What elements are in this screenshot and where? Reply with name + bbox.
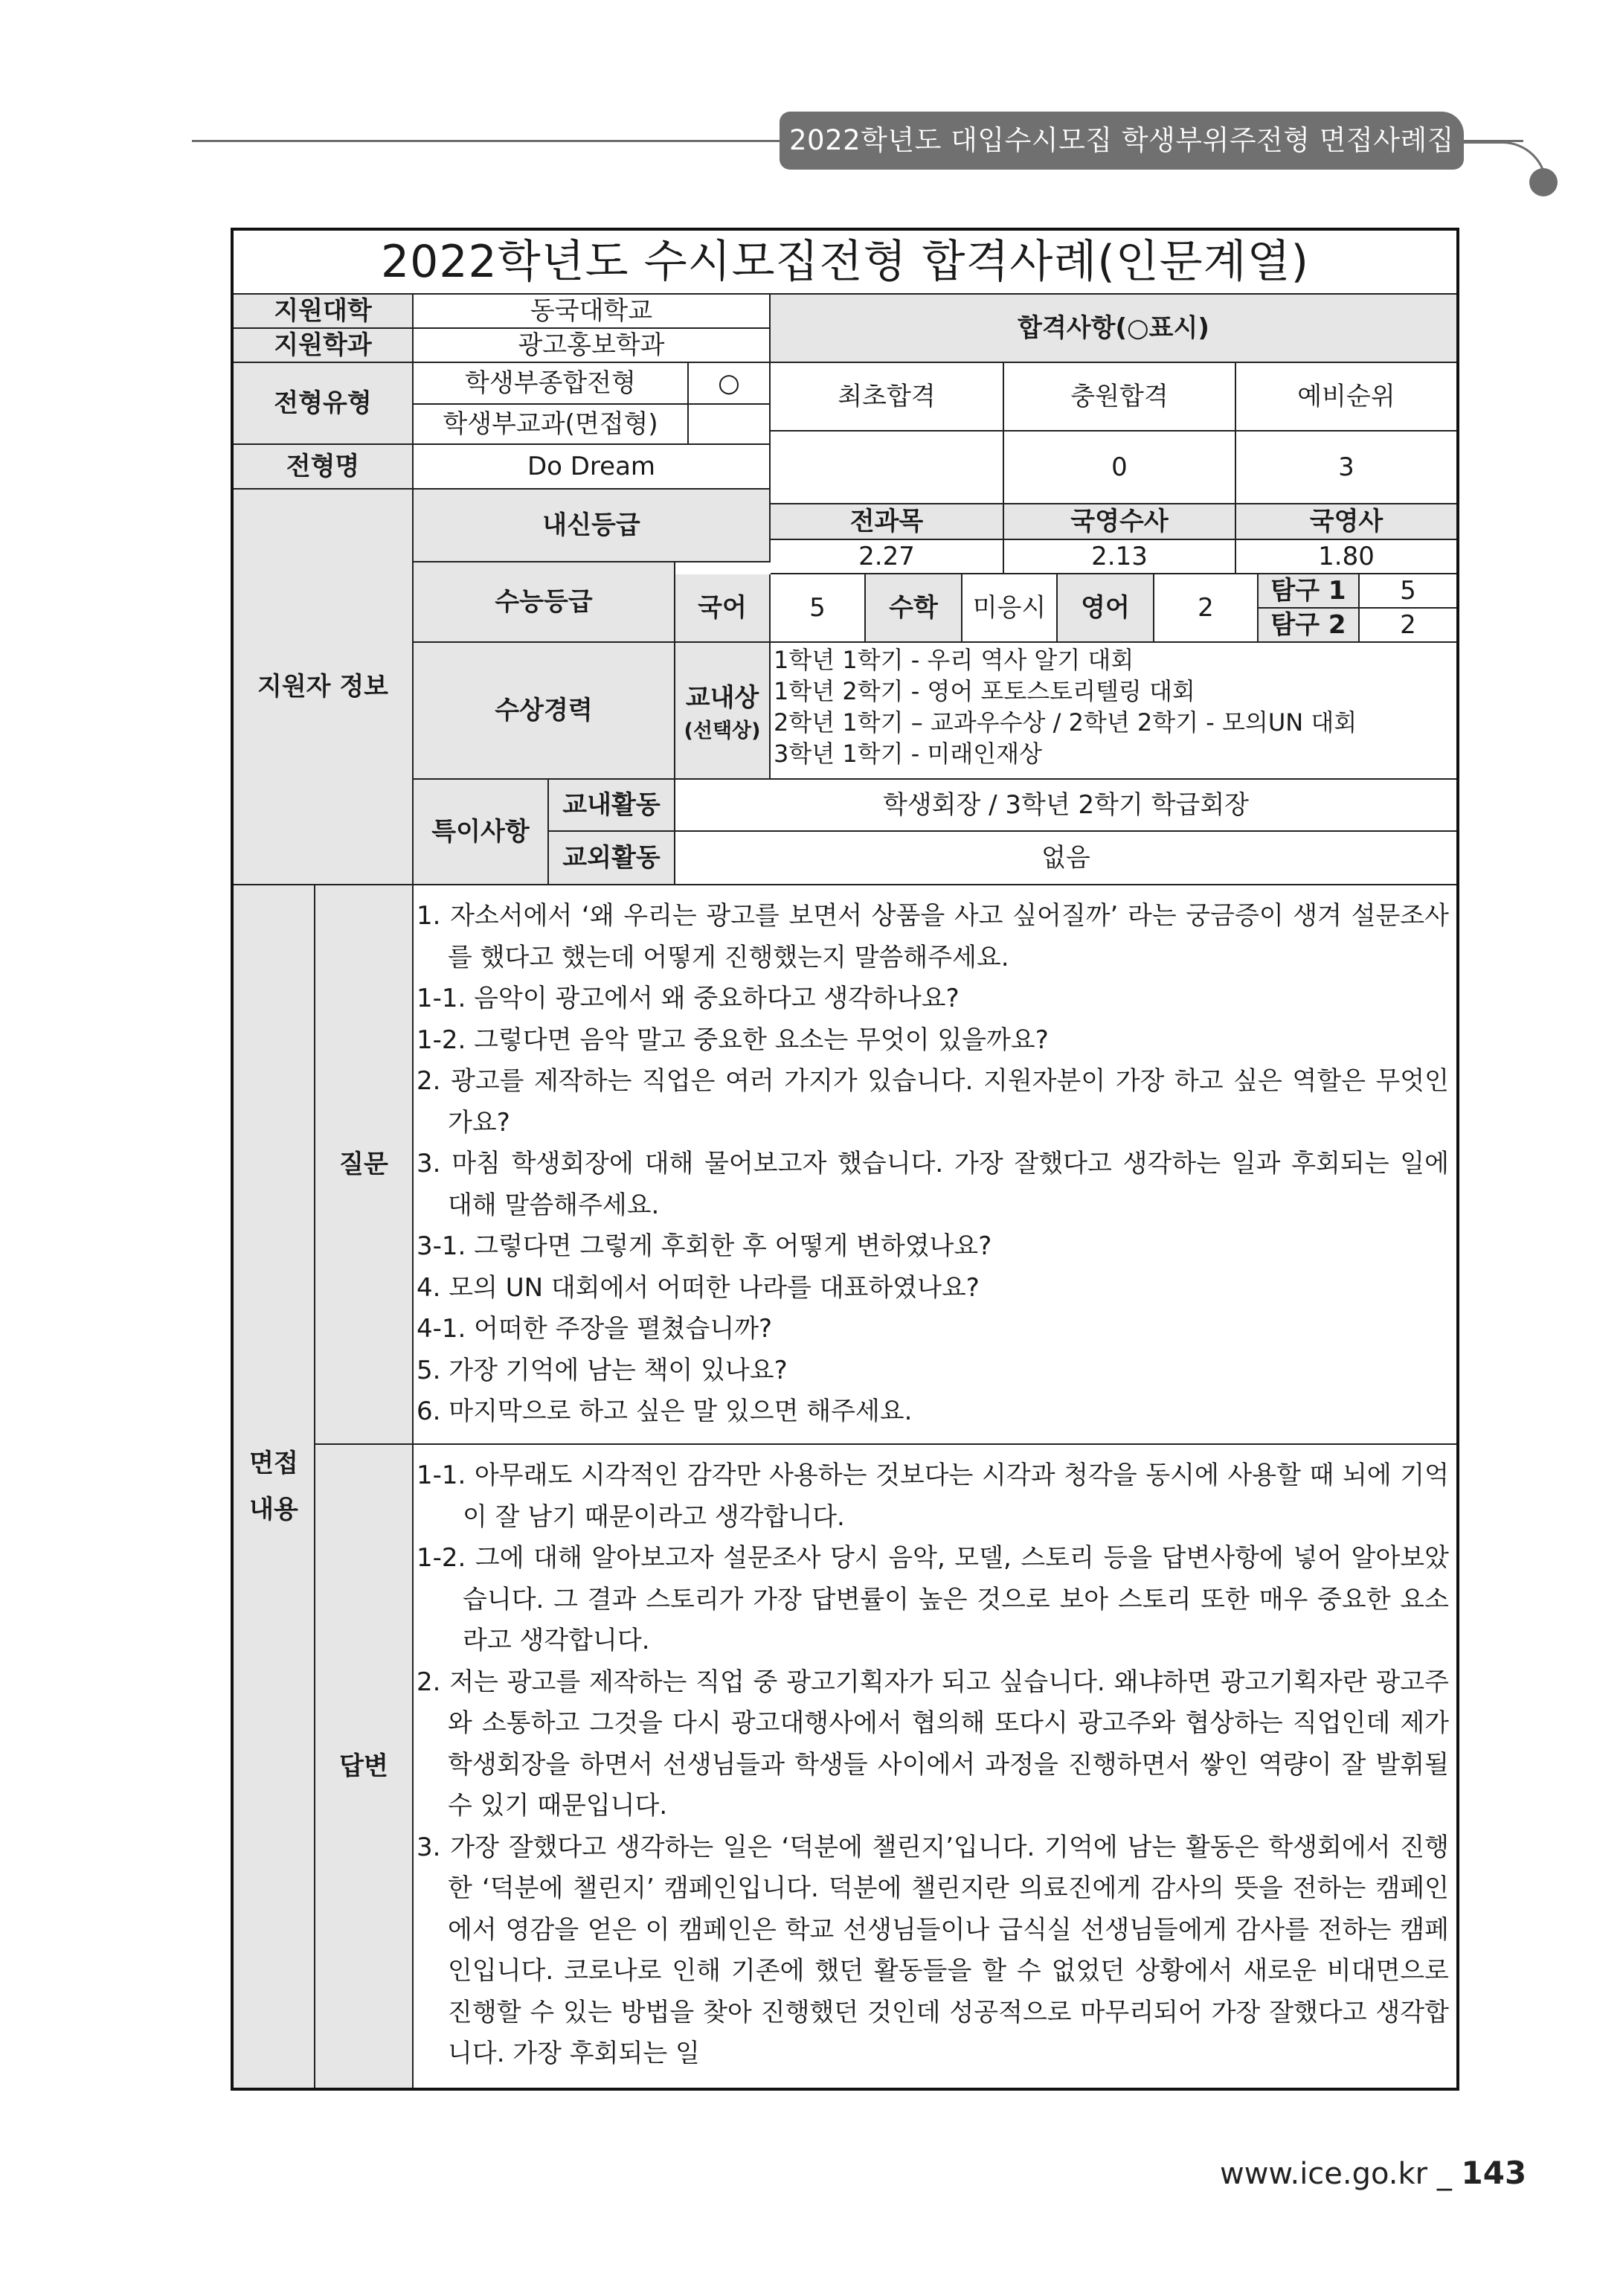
questions-list: [414, 885, 1456, 1445]
special-in-label: 교내활동: [549, 780, 675, 832]
dept-label: 지원학과: [234, 329, 414, 363]
result-value-additional: 0: [1004, 432, 1236, 504]
question-item: 4-1. 어떠한 주장을 펼쳤습니까?: [417, 1314, 773, 1344]
footer-separator: _: [1427, 2157, 1462, 2191]
answers-label: 답변: [315, 1445, 414, 2088]
type-option-mark: ○: [689, 363, 771, 405]
award-item: 3학년 1학기 - 미래인재상: [774, 740, 1042, 768]
csat-inquiry2-label: 탐구 2: [1259, 609, 1360, 643]
grades-value-kems: 2.13: [1004, 540, 1236, 574]
answer-item: 2. 저는 광고를 제작하는 직업 중 광고기획자가 되고 싶습니다. 왜냐하면 광고기획자란 광고주와 소통하고 그것을 다시 광고대행사에서 협의해 또다시 광고주와 협상하는 직업인데 제가 학생회장을 하면서 선생님들과 학생들 사이에서 과정을 진행하면서 쌓인 역량이 잘 발휘될 수 있기 때문입니다.: [417, 1667, 1449, 1821]
result-value-waitlist: 3: [1236, 432, 1456, 504]
result-col-waitlist: 예비순위: [1236, 363, 1456, 432]
result-col-first: 최초합격: [771, 363, 1004, 432]
awards-scope-note: (선택상): [684, 719, 761, 743]
question-item: 1. 자소서에서 ‘왜 우리는 광고를 보면서 상품을 사고 싶어질까’ 라는 궁금증이 생겨 설문조사를 했다고 했는데 어떻게 진행했는지 말씀해주세요.: [417, 901, 1449, 972]
csat-inquiry1-value: 5: [1360, 574, 1456, 609]
questions-label: 질문: [315, 885, 414, 1445]
track-value: Do Dream: [414, 445, 771, 490]
csat-math-value: 미응시: [962, 574, 1058, 643]
track-label: 전형명: [234, 445, 414, 490]
question-item: 2. 광고를 제작하는 직업은 여러 가지가 있습니다. 지원자분이 가장 하고 싶은 역할은 무엇인가요?: [417, 1066, 1449, 1138]
awards-label: 수상경력: [414, 643, 675, 780]
question-item: 3. 마침 학생회장에 대해 물어보고자 했습니다. 가장 잘했다고 생각하는 일과 후회되는 일에 대해 말씀해주세요.: [417, 1149, 1449, 1220]
result-title: 합격사항(○표시): [771, 295, 1456, 363]
univ-label: 지원대학: [234, 295, 414, 329]
interview-label: [234, 885, 315, 2088]
csat-label: 수능등급: [414, 562, 675, 643]
award-item: 2학년 1학기 – 교과우수상 / 2학년 2학기 - 모의UN 대회: [774, 708, 1357, 737]
question-item: 1-2. 그렇다면 음악 말고 중요한 요소는 무엇이 있을까요?: [417, 1024, 1049, 1055]
grades-col-all: 전과목: [771, 504, 1004, 540]
result-value-first: [771, 432, 1004, 504]
series-title: 2022학년도 대입수시모집 학생부위주전형 면접사례집: [780, 112, 1464, 170]
award-item: 1학년 2학기 - 영어 포토스토리텔링 대회: [774, 677, 1195, 705]
grades-value-kes: 1.80: [1236, 540, 1456, 574]
csat-korean-value: 5: [771, 574, 866, 643]
csat-math-label: 수학: [866, 574, 962, 643]
grades-value-all: 2.27: [771, 540, 1004, 574]
award-item: 1학년 1학기 - 우리 역사 알기 대회: [774, 646, 1134, 674]
admission-case-table: [231, 228, 1459, 2091]
page-number: 143: [1461, 2155, 1527, 2191]
grades-label: 내신등급: [414, 490, 771, 562]
dept-value: 광고홍보학과: [414, 329, 771, 363]
question-item: 6. 마지막으로 하고 싶은 말 있으면 해주세요.: [417, 1396, 913, 1426]
grades-col-kes: 국영사: [1236, 504, 1456, 540]
awards-list: [771, 643, 1456, 780]
answers-list: [414, 1445, 1456, 2088]
applicant-info-label: [234, 490, 414, 885]
special-out-value: 없음: [675, 832, 1456, 885]
special-in-value: 학생회장 / 3학년 2학기 학급회장: [675, 780, 1456, 832]
awards-scope-label: 교내상: [685, 683, 759, 714]
csat-english-label: 영어: [1058, 574, 1154, 643]
interview-label-text: 면접 내용: [249, 1449, 298, 1524]
csat-inquiry2-value: 2: [1360, 609, 1456, 643]
awards-scope: [675, 643, 771, 780]
type-option-label: 학생부종합전형: [414, 363, 689, 405]
type-option-label: 학생부교과(면접형): [414, 405, 689, 445]
question-item: 4. 모의 UN 대회에서 어떠한 나라를 대표하였나요?: [417, 1272, 980, 1303]
answer-item: 3. 가장 잘했다고 생각하는 일은 ‘덕분에 챌린지’입니다. 기억에 남는 활동은 학생회에서 진행한 ‘덕분에 챌린지’ 캠페인입니다. 덕분에 챌린지란 의료진에게 감사의 뜻을 전하는 캠페인에서 영감을 얻은 이 캠페인은 학교 선생님들이나 급식실 선생님들에게 감사를 전하는 캠페인입니다. 코로나로 인해 기존에 했던 활동들을 할 수 없었던 상황에서 새로운 비대면으로 진행할 수 있는 방법을 찾아 진행했던 것인데 성공적으로 마무리되어 가장 잘했다고 생각합니다. 가장 후회되는 일: [417, 1832, 1449, 2068]
type-option-mark: [689, 405, 771, 445]
univ-value: 동국대학교: [414, 295, 771, 329]
csat-korean-label: 국어: [675, 574, 771, 643]
type-label: 전형유형: [234, 363, 414, 445]
answer-item: 1-1. 아무래도 시각적인 감각만 사용하는 것보다는 시각과 청각을 동시에 사용할 때 뇌에 기억이 잘 남기 때문이라고 생각합니다.: [417, 1460, 1449, 1532]
special-out-label: 교외활동: [549, 832, 675, 885]
answer-item: 1-2. 그에 대해 알아보고자 설문조사 당시 음악, 모델, 스토리 등을 답변사항에 넣어 알아보았습니다. 그 결과 스토리가 가장 답변률이 높은 것으로 보아 스토리 또한 매우 중요한 요소라고 생각합니다.: [417, 1543, 1449, 1655]
document-title: 2022학년도 수시모집전형 합격사례(인문계열): [234, 231, 1456, 295]
footer-site: www.ice.go.kr: [1220, 2157, 1428, 2191]
csat-inquiry1-label: 탐구 1: [1259, 574, 1360, 609]
grades-col-kems: 국영수사: [1004, 504, 1236, 540]
special-label: 특이사항: [414, 780, 549, 885]
question-item: 3-1. 그렇다면 그렇게 후회한 후 어떻게 변하였나요?: [417, 1231, 992, 1261]
header-dot-decoration: [1529, 168, 1558, 196]
applicant-info-text: 지원자 정보: [257, 672, 389, 702]
question-item: 5. 가장 기억에 남는 책이 있나요?: [417, 1355, 788, 1385]
result-col-additional: 충원합격: [1004, 363, 1236, 432]
csat-english-value: 2: [1154, 574, 1259, 643]
question-item: 1-1. 음악이 광고에서 왜 중요하다고 생각하나요?: [417, 984, 960, 1013]
page-footer: [1220, 2155, 1526, 2191]
